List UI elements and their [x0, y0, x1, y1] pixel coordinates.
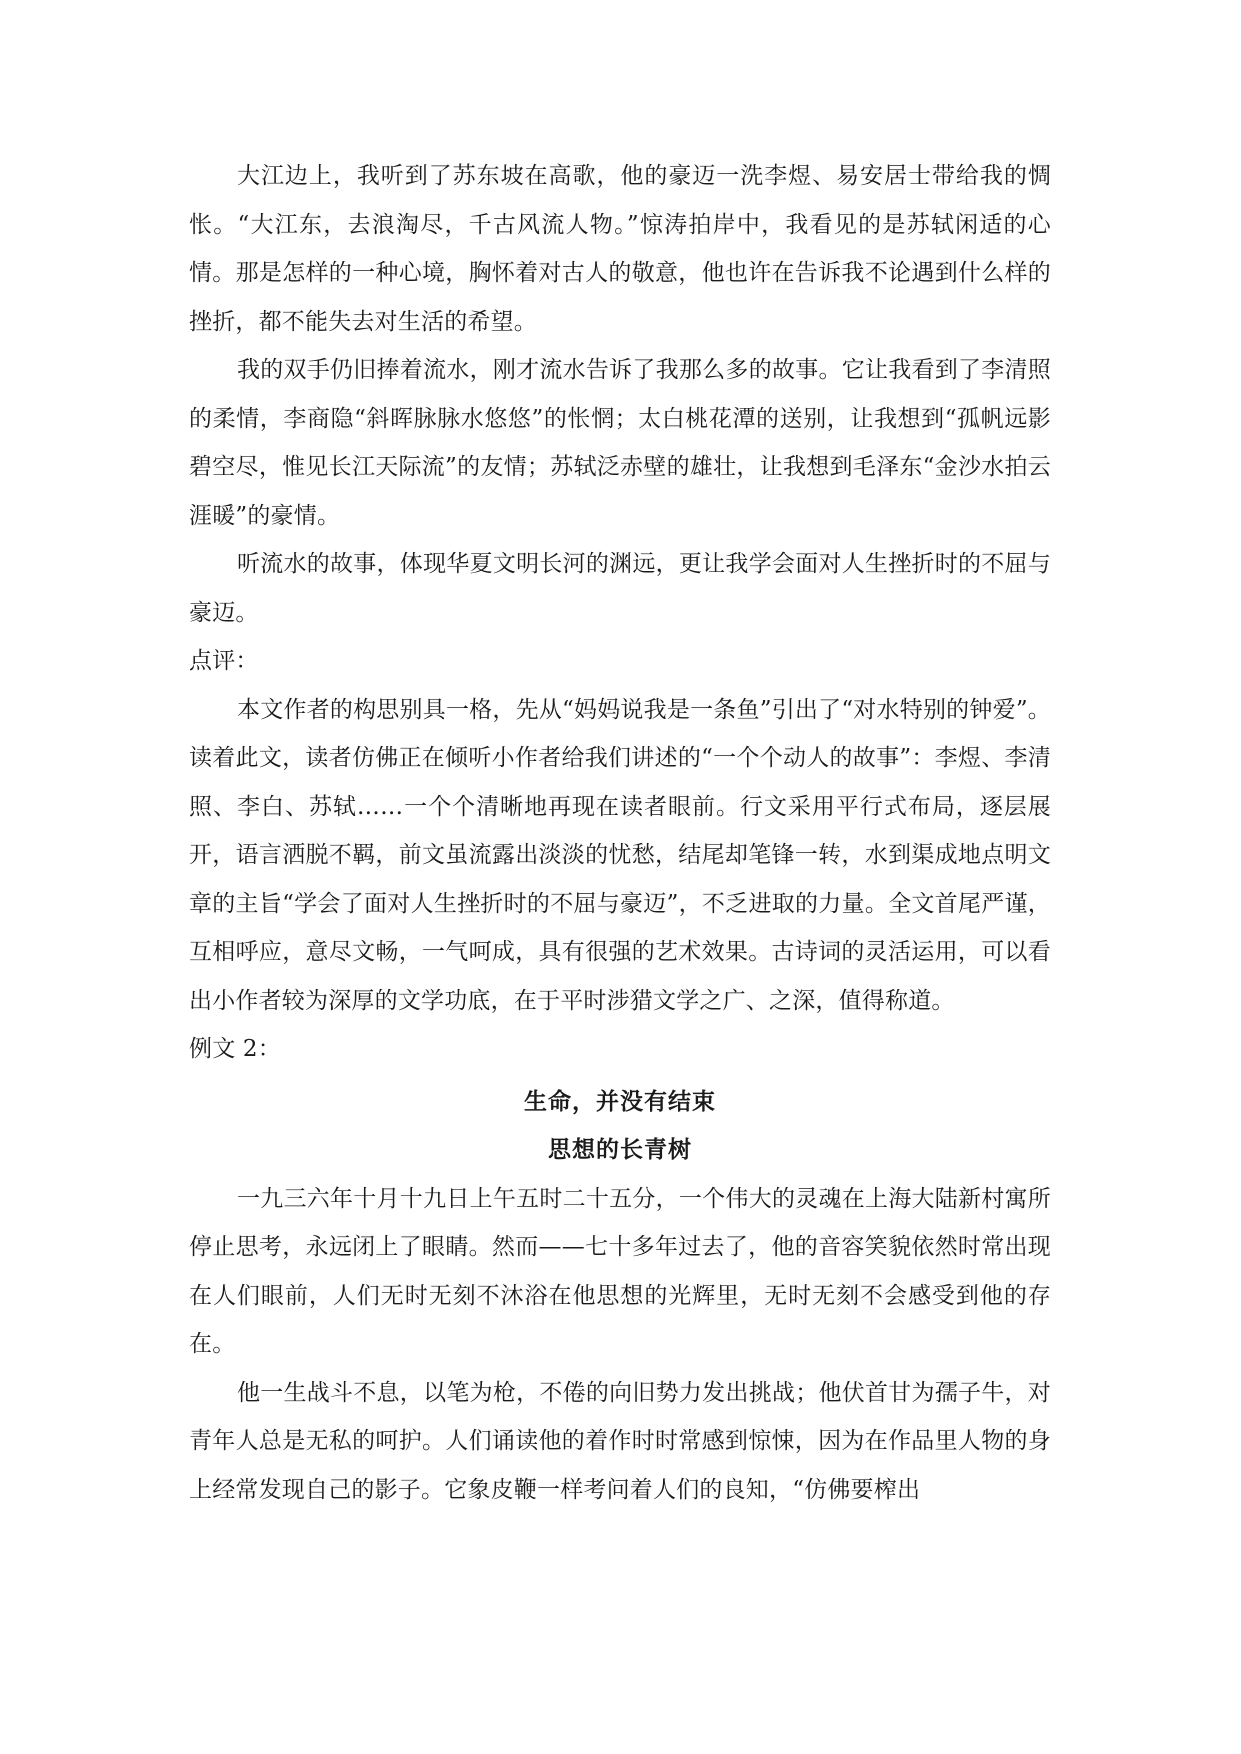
- paragraph-lifelong-struggle: 他一生战斗不息，以笔为枪，不倦的向旧势力发出挑战；他伏首甘为孺子牛，对青年人总是无私的呵护。人们诵读他的着作时时常感到惊悚，因为在作品里人物的身上经常发现自己的影子。它象皮鞭一样考问着人们的良知，“仿佛要榨出: [189, 1379, 1051, 1503]
- paragraph-flowing-water: 我的双手仍旧捧着流水，刚才流水告诉了我那么多的故事。它让我看到了李清照的柔情，李商隐“斜晖脉脉水悠悠”的怅惘；太白桃花潭的送别，让我想到“孤帆远影碧空尽，惟见长江天际流”的友情；苏轼泛赤壁的雄壮，让我想到毛泽东“金沙水拍云涯暖”的豪情。: [189, 357, 1051, 529]
- comment-label: 点评：: [189, 648, 259, 674]
- paragraph-conclusion: 听流水的故事，体现华夏文明长河的渊远，更让我学会面对人生挫折时的不屈与豪迈。: [189, 551, 1051, 626]
- paragraph-su-dongpo: 大江边上，我听到了苏东坡在高歌，他的豪迈一洗李煜、易安居士带给我的惆怅。“大江东，去浪淘尽，千古风流人物。”惊涛拍岸中，我看见的是苏轼闲适的心情。那是怎样的一种心境，胸怀着对古人的敬意，他也许在告诉我不论遇到什么样的挫折，都不能失去对生活的希望。: [189, 163, 1051, 335]
- example-subtitle: 思想的长青树: [548, 1136, 692, 1163]
- example-label: 例文 2：: [189, 1036, 281, 1062]
- paragraph-1936: 一九三六年十月十九日上午五时二十五分，一个伟大的灵魂在上海大陆新村寓所停止思考，永远闭上了眼睛。然而——七十多年过去了，他的音容笑貌依然时常出现在人们眼前，人们无时无刻不沐浴在他思想的光辉里，无时无刻不会感受到他的存在。: [189, 1185, 1051, 1357]
- document-body: [189, 152, 1051, 1514]
- comment-paragraph: 本文作者的构思别具一格，先从“妈妈说我是一条鱼”引出了“对水特别的钟爱”。读着此文，读者仿佛正在倾听小作者给我们讲述的“一个个动人的故事”：李煜、李清照、李白、苏轼……一个个清晰地再现在读者眼前。行文采用平行式布局，逐层展开，语言洒脱不羁，前文虽流露出淡淡的忧愁，结尾却笔锋一转，水到渠成地点明文章的主旨“学会了面对人生挫折时的不屈与豪迈”，不乏进取的力量。全文首尾严谨，互相呼应，意尽文畅，一气呵成，具有很强的艺术效果。古诗词的灵活运用，可以看出小作者较为深厚的文学功底，在于平时涉猎文学之广、之深，值得称道。: [189, 696, 1051, 1014]
- example-title: 生命，并没有结束: [524, 1087, 716, 1115]
